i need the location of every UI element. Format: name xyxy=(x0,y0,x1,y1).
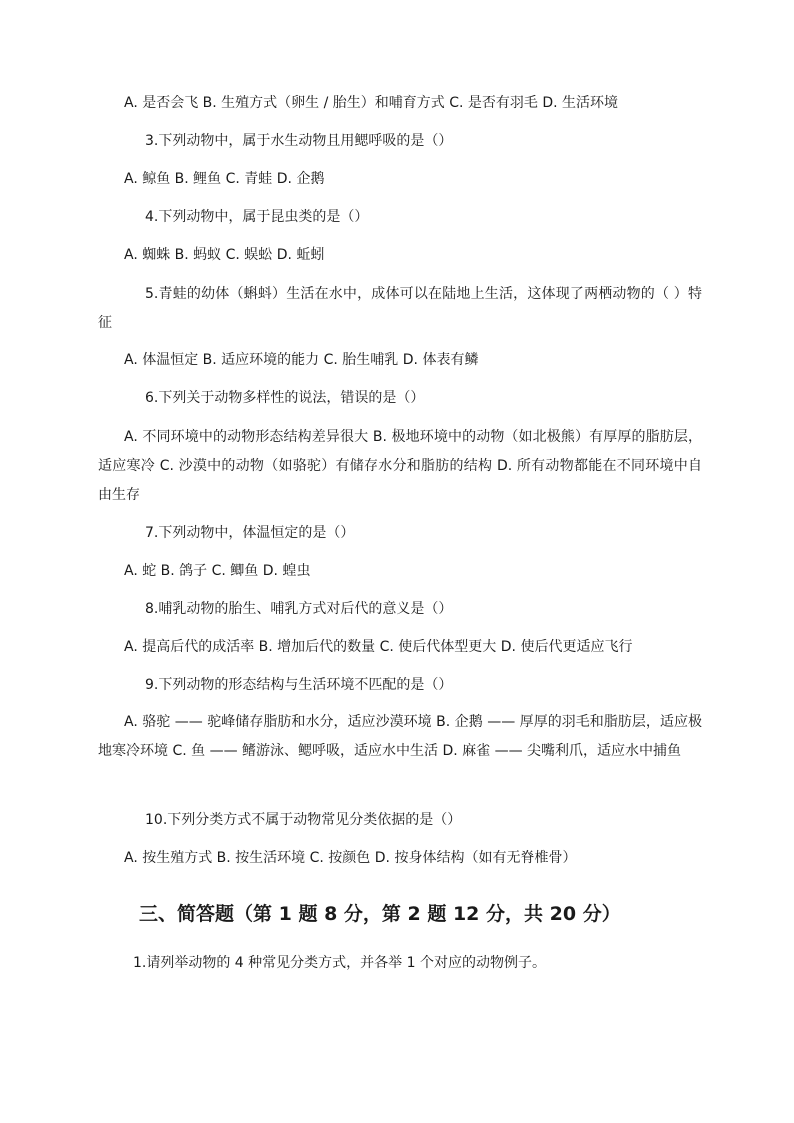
q7-options: A. 蛇 B. 鸽子 C. 鲫鱼 D. 蝗虫 xyxy=(124,563,311,579)
question-5: 5.青蛙的幼体（蝌蚪）生活在水中，成体可以在陆地上生活，这体现了两栖动物的（ ）特征 xyxy=(98,286,702,331)
q2-options: A. 是否会飞 B. 生殖方式（卵生 / 胎生）和哺育方式 C. 是否有羽毛 D. 生活环境 xyxy=(124,95,619,111)
section-heading: 三、简答题（第 1 题 8 分，第 2 题 12 分，共 20 分） xyxy=(139,903,621,925)
q8-options: A. 提高后代的成活率 B. 增加后代的数量 C. 使后代体型更大 D. 使后代更适应飞行 xyxy=(124,639,633,655)
q9-options: A. 骆驼 —— 驼峰储存脂肪和水分，适应沙漠环境 B. 企鹅 —— 厚厚的羽毛和脂肪层，适应极地寒冷环境 C. 鱼 —— 鳍游泳、鳃呼吸，适应水中生活 D. 麻雀 —— 尖嘴利爪，适应水中捕鱼 xyxy=(98,714,702,759)
q4-options: A. 蜘蛛 B. 蚂蚁 C. 蜈蚣 D. 蚯蚓 xyxy=(124,247,325,263)
question-9: 9.下列动物的形态结构与生活环境不匹配的是（） xyxy=(145,677,453,693)
q6-options: A. 不同环境中的动物形态结构差异很大 B. 极地环境中的动物（如北极熊）有厚厚的脂肪层，适应寒冷 C. 沙漠中的动物（如骆驼）有储存水分和脂肪的结构 D. 所有动物都能在不同环境中自由生存 xyxy=(98,429,702,503)
question-6: 6.下列关于动物多样性的说法，错误的是（） xyxy=(145,390,425,406)
question-8: 8.哺乳动物的胎生、哺乳方式对后代的意义是（） xyxy=(145,601,453,617)
question-10: 10.下列分类方式不属于动物常见分类依据的是（） xyxy=(145,812,462,828)
short-answer-question-1: 1.请列举动物的 4 种常见分类方式，并各举 1 个对应的动物例子。 xyxy=(133,955,546,971)
question-3: 3.下列动物中，属于水生动物且用鳃呼吸的是（） xyxy=(145,133,453,149)
question-7: 7.下列动物中，体温恒定的是（） xyxy=(145,525,355,541)
q5-options: A. 体温恒定 B. 适应环境的能力 C. 胎生哺乳 D. 体表有鳞 xyxy=(124,352,479,368)
question-4: 4.下列动物中，属于昆虫类的是（） xyxy=(145,209,369,225)
q10-options: A. 按生殖方式 B. 按生活环境 C. 按颜色 D. 按身体结构（如有无脊椎骨） xyxy=(124,850,577,866)
q3-options: A. 鲸鱼 B. 鲤鱼 C. 青蛙 D. 企鹅 xyxy=(124,171,325,187)
